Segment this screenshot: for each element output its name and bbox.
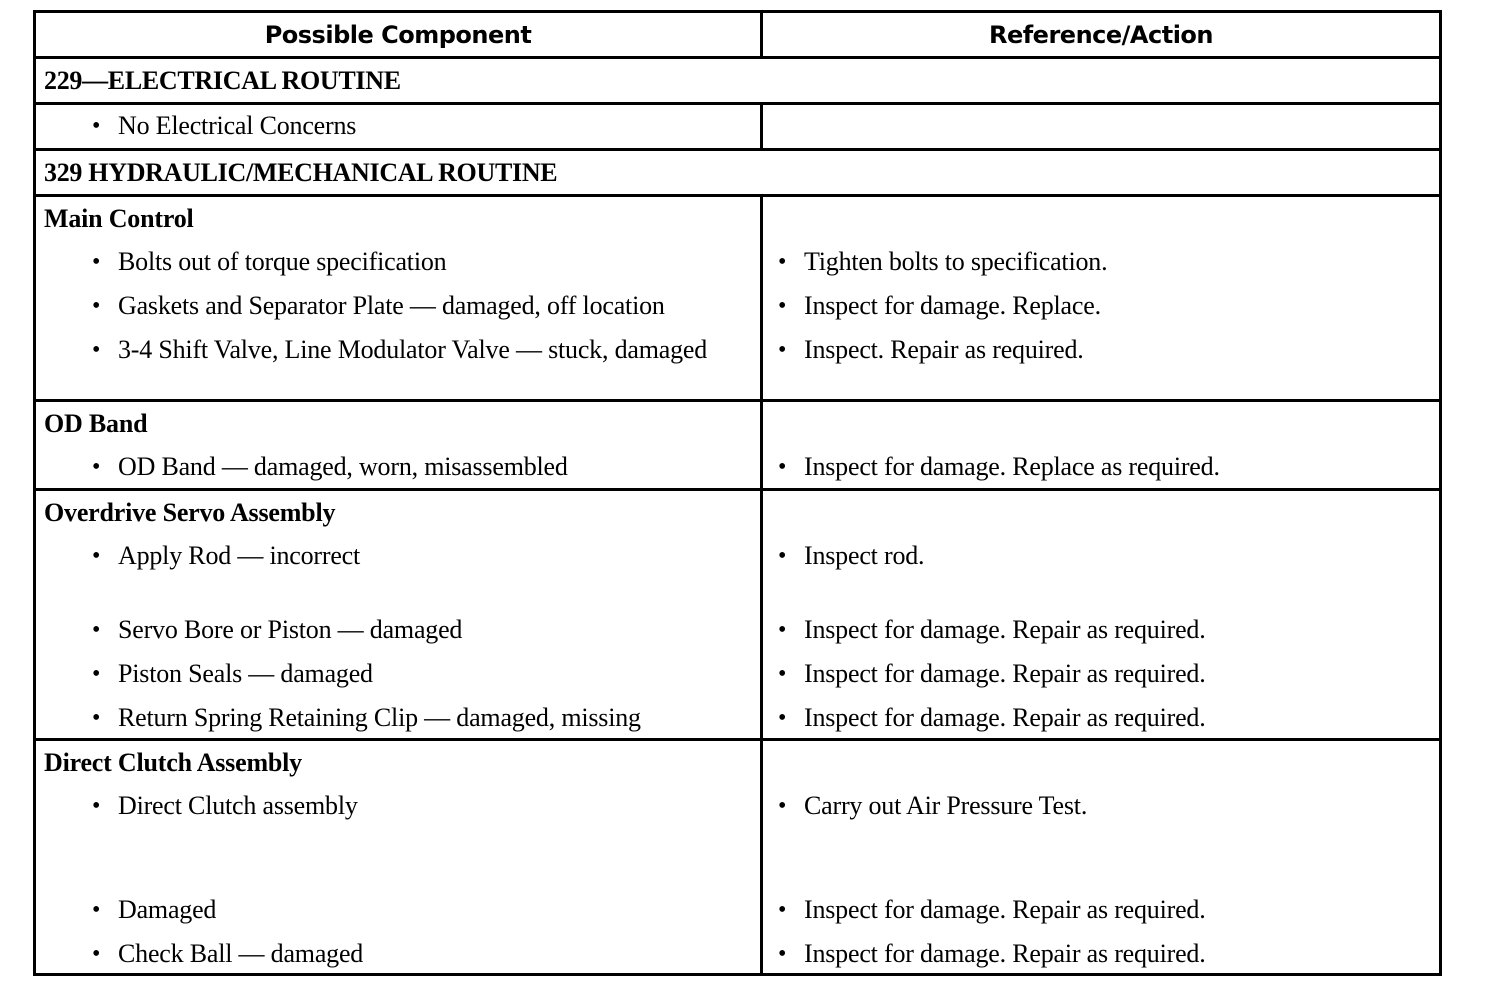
component-text: 3-4 Shift Valve, Line Modulator Valve — stuck, damaged (118, 335, 708, 364)
list-item (36, 785, 760, 889)
action-text: Inspect for damage. Repair as required. (804, 659, 1206, 688)
table-header-row (36, 13, 1439, 59)
section-direct-clutch (36, 741, 1439, 973)
component-text: Piston Seals — damaged (118, 659, 373, 688)
section-overdrive-servo (36, 491, 1439, 741)
component-text: Bolts out of torque specification (118, 247, 447, 276)
list-item (36, 933, 760, 973)
list-item (36, 446, 760, 488)
bullet-icon: • (778, 543, 787, 569)
section-title: Direct Clutch Assembly (44, 748, 302, 777)
section-title: OD Band (44, 409, 148, 438)
bullet-icon: • (92, 337, 101, 363)
routine-title-electrical: 229—ELECTRICAL ROUTINE (44, 65, 401, 95)
bullet-icon: • (92, 941, 101, 967)
bullet-icon: • (92, 897, 101, 923)
component-text: Check Ball — damaged (118, 939, 364, 968)
bullet-icon: • (92, 705, 101, 731)
list-item (36, 697, 760, 738)
action-cell (763, 197, 1439, 399)
bullet-icon: • (778, 293, 787, 319)
action-text: Inspect for damage. Repair as required. (804, 615, 1206, 644)
action-cell (763, 402, 1439, 488)
list-item (763, 609, 1439, 653)
component-cell (36, 402, 763, 488)
list-item (36, 609, 760, 653)
action-text: Inspect rod. (804, 541, 925, 570)
action-text: Inspect for damage. Repair as required. (804, 703, 1206, 732)
action-cell (763, 105, 1439, 148)
bullet-icon: • (92, 249, 101, 275)
list-item (763, 785, 1439, 889)
list-item (763, 653, 1439, 697)
bullet-icon: • (92, 617, 101, 643)
list-item (763, 285, 1439, 329)
column-header-component: Possible Component (36, 13, 763, 56)
bullet-icon: • (778, 941, 787, 967)
list-item (36, 535, 760, 609)
list-item (763, 889, 1439, 933)
component-cell (36, 197, 763, 399)
action-text: Carry out Air Pressure Test. (804, 791, 1088, 820)
action-cell (763, 491, 1439, 738)
component-text: Return Spring Retaining Clip — damaged, missing (118, 703, 641, 732)
action-text: Inspect for damage. Repair as required. (804, 895, 1206, 924)
electrical-routine-row (36, 59, 1439, 105)
list-item (763, 697, 1439, 738)
section-title: Main Control (44, 204, 194, 233)
action-text: Inspect for damage. Replace. (804, 291, 1101, 320)
component-text: Direct Clutch assembly (118, 791, 358, 820)
action-text: Inspect for damage. Repair as required. (804, 939, 1206, 968)
component-text: Servo Bore or Piston — damaged (118, 615, 463, 644)
bullet-icon: • (778, 793, 787, 819)
bullet-icon: • (778, 661, 787, 687)
section-title: Overdrive Servo Assembly (44, 498, 336, 527)
list-item (36, 653, 760, 697)
bullet-icon: • (92, 793, 101, 819)
list-item (763, 329, 1439, 399)
bullet-icon: • (92, 661, 101, 687)
bullet-icon: • (778, 897, 787, 923)
component-text: Apply Rod — incorrect (118, 541, 361, 570)
action-text: Tighten bolts to specification. (804, 247, 1108, 276)
bullet-icon: • (92, 293, 101, 319)
column-header-action: Reference/Action (988, 20, 1214, 49)
bullet-icon: • (778, 337, 787, 363)
section-main-control (36, 197, 1439, 402)
list-item (763, 933, 1439, 973)
component-cell (36, 105, 763, 148)
component-text: Gaskets and Separator Plate — damaged, off location (118, 291, 665, 320)
bullet-icon: • (92, 543, 101, 569)
component-text: No Electrical Concerns (118, 111, 357, 140)
bullet-icon: • (778, 617, 787, 643)
bullet-icon: • (92, 454, 101, 480)
list-item (36, 329, 760, 399)
hydraulic-routine-row (36, 151, 1439, 197)
routine-title-hydraulic: 329 HYDRAULIC/MECHANICAL ROUTINE (44, 157, 558, 187)
bullet-icon: • (92, 113, 101, 139)
list-item (763, 535, 1439, 609)
list-item (36, 105, 760, 148)
diagnostic-table (33, 10, 1442, 976)
list-item (763, 241, 1439, 285)
list-item (763, 446, 1439, 488)
bullet-icon: • (778, 249, 787, 275)
list-item (36, 241, 760, 285)
electrical-item-row (36, 105, 1439, 151)
section-od-band (36, 402, 1439, 491)
action-cell (763, 741, 1439, 973)
component-text: Damaged (118, 895, 217, 924)
list-item (36, 889, 760, 933)
action-text: Inspect. Repair as required. (804, 335, 1084, 364)
action-text: Inspect for damage. Replace as required. (804, 452, 1220, 481)
list-item (36, 285, 760, 329)
component-cell (36, 741, 763, 973)
bullet-icon: • (778, 454, 787, 480)
component-cell (36, 491, 763, 738)
component-text: OD Band — damaged, worn, misassembled (118, 452, 568, 481)
bullet-icon: • (778, 705, 787, 731)
